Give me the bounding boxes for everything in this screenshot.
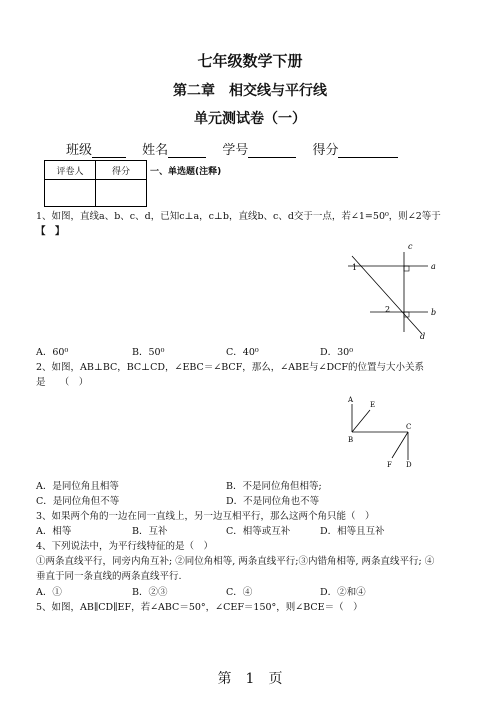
section-heading: 一、单选题(注释) [150,167,222,177]
page-title: 七年级数学下册 [197,52,303,70]
score-label: 得分 [312,143,339,158]
student-info-line [66,139,410,158]
q1-bracket: 【 】 [36,226,65,237]
label-E: E [370,401,376,409]
q2-option-d[interactable]: D．不是同位角也不等 [226,496,320,507]
q3-option-a[interactable]: A．相等 [36,526,72,537]
q3-option-d[interactable]: D．相等且互补 [320,526,385,537]
q4-option-d[interactable]: D．②和④ [320,587,366,598]
q1-option-b[interactable]: B．50⁰ [132,347,165,358]
grader-score-table [44,160,147,207]
q4-option-a[interactable]: A．① [36,587,62,598]
label-B: B [348,436,354,444]
test-title: 单元测试卷（一） [194,111,306,127]
class-field[interactable] [92,144,126,158]
q3-option-c[interactable]: C．相等或互补 [226,526,291,537]
score-field[interactable] [338,144,398,158]
q1-option-a[interactable]: A．60⁰ [36,347,69,358]
q3-option-b[interactable]: B．互补 [132,526,168,537]
score-header: 得分 [96,161,147,180]
q2-option-c[interactable]: C．是同位角但不等 [36,496,120,507]
label-b: b [431,308,437,317]
name-field[interactable] [168,144,206,158]
segment-cf [392,432,408,458]
q1-option-d[interactable]: D．30⁰ [320,347,354,358]
q4-statements: ①两条直线平行，同旁内角互补; ②同位角相等, 两条直线平行;③内错角相等, 两条直线平行; ④ [36,556,435,567]
q1-figure [340,240,440,340]
student-id-field[interactable] [248,144,296,158]
right-angle-mark [404,266,409,271]
angle-1-label: 1 [352,263,358,272]
line-d [352,256,422,334]
q4-statements-cont: 垂直于同一条直线的两条直线平行. [36,571,182,582]
q2-option-a[interactable]: A．是同位角且相等 [36,481,119,492]
label-D: D [406,461,412,469]
q2-option-b[interactable]: B．不是同位角但相等; [226,481,322,492]
name-label: 姓名 [142,143,169,158]
label-F: F [387,461,392,469]
q4-text: 4、下列说法中，为平行线特征的是（ ） [36,541,214,552]
grader-cell[interactable] [45,180,96,207]
grader-header: 评卷人 [45,161,96,180]
page-number: 第 1 页 [217,671,283,687]
segment-be [352,410,370,432]
label-a: a [431,262,436,271]
score-cell[interactable] [96,180,147,207]
q1-text: 1、如图，直线a、b、c、d，已知c⊥a，c⊥b，直线b、c、d交于一点，若∠1=50⁰，则∠2等于 [36,211,441,222]
q1-option-c[interactable]: C．40⁰ [226,347,259,358]
q2-figure [340,392,420,472]
q5-text: 5、如图，AB∥CD∥EF，若∠ABC＝50°，∠CEF＝150°，则∠BCE＝（ ） [36,602,363,613]
class-label: 班级 [66,143,93,158]
label-c: c [408,242,413,251]
q2-text-cont: 是 （ ） [36,377,89,388]
student-id-label: 学号 [222,143,249,158]
label-A: A [348,396,354,404]
q2-text: 2、如图，AB⊥BC，BC⊥CD，∠EBC＝∠BCF，那么，∠ABE与∠DCF的位置与大小关系 [36,362,424,373]
chapter-title: 第二章 相交线与平行线 [173,83,327,99]
angle-2-label: 2 [385,305,391,314]
q4-option-c[interactable]: C．④ [226,587,253,598]
q3-text: 3、如果两个角的一边在同一直线上，另一边互相平行，那么这两个角只能（ ） [36,511,375,522]
q4-option-b[interactable]: B．②③ [132,587,168,598]
label-d: d [420,332,426,340]
label-C: C [406,423,412,431]
